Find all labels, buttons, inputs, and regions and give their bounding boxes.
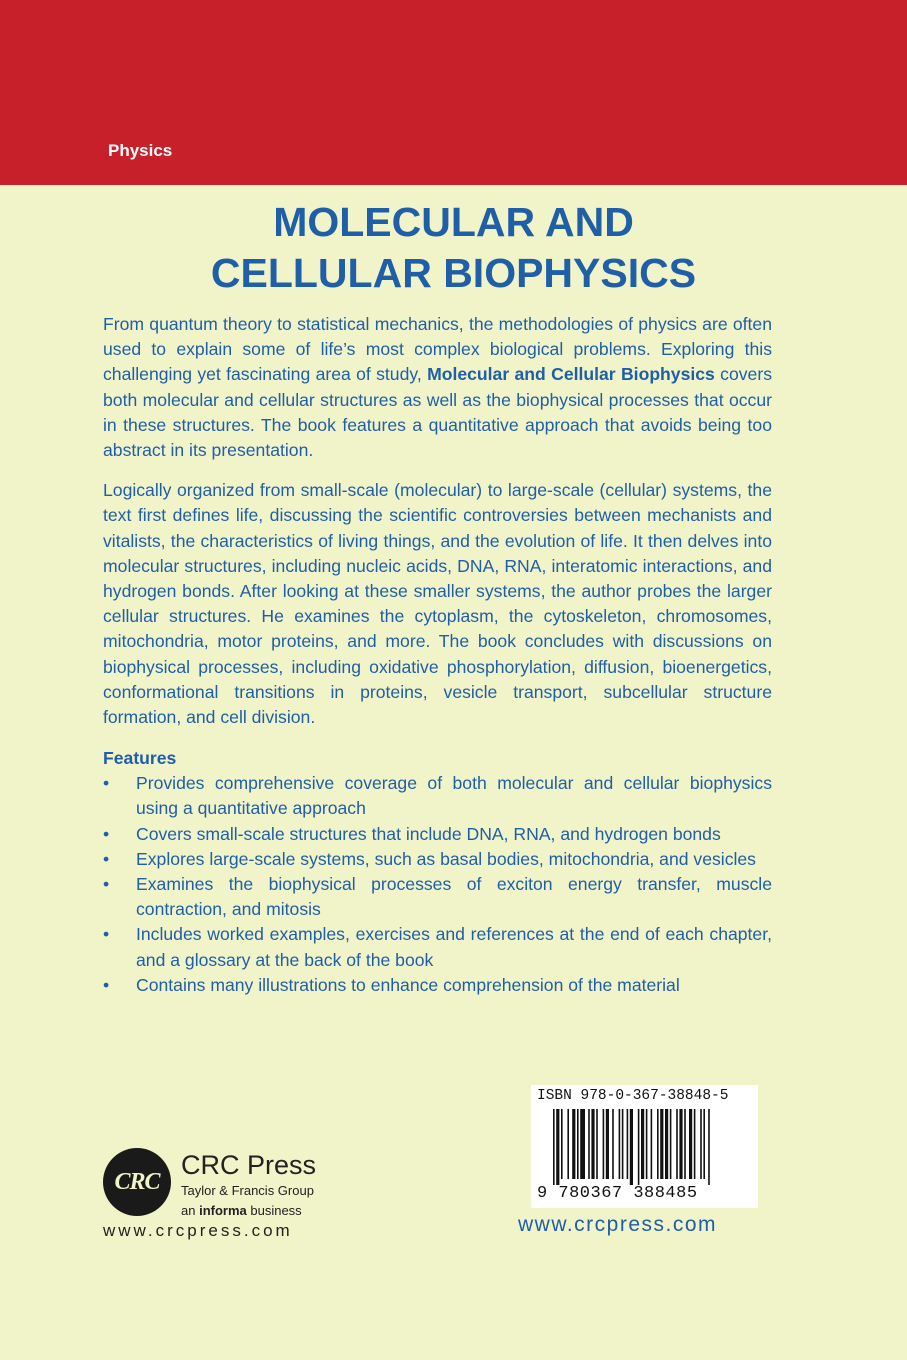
barcode-bar xyxy=(657,1109,659,1179)
publisher-url-right[interactable]: www.crcpress.com xyxy=(518,1213,718,1236)
publisher-url-left[interactable]: www.crcpress.com xyxy=(103,1221,293,1240)
bullet-icon: • xyxy=(103,924,110,945)
barcode-bar xyxy=(572,1109,575,1179)
bullet-icon: • xyxy=(103,823,110,844)
crc-logo-text: CRC xyxy=(114,1168,160,1195)
feature-item xyxy=(103,922,772,972)
barcode-bar xyxy=(627,1109,629,1179)
paragraph-1-book-name: Molecular and Cellular Biophysics xyxy=(427,364,715,385)
feature-text: Covers small-scale structures that include DNA, RNA, and hydrogen bonds xyxy=(136,823,721,844)
book-title xyxy=(0,197,907,299)
feature-text: Provides comprehensive coverage of both molecular and cellular biophysics using a quantitative approach xyxy=(136,773,772,819)
informa-word: informa xyxy=(199,1203,247,1218)
category-label: Physics xyxy=(108,141,173,160)
barcode-bar xyxy=(651,1109,653,1179)
barcode-bar xyxy=(596,1109,598,1179)
barcode-bar xyxy=(694,1109,696,1179)
barcode-bar xyxy=(700,1109,702,1179)
informa-suffix: business xyxy=(246,1203,302,1218)
publisher-name: CRC Press xyxy=(181,1150,317,1180)
barcode-bar xyxy=(577,1109,579,1179)
barcode-bar xyxy=(679,1109,682,1179)
description-paragraph-1 xyxy=(103,312,772,463)
barcode-bar xyxy=(619,1109,621,1179)
barcode-bar xyxy=(588,1109,590,1179)
feature-item xyxy=(103,822,772,847)
feature-text: Examines the biophysical processes of exciton energy transfer, muscle contraction, and mitosis xyxy=(136,874,772,920)
publisher-group: Taylor & Francis Group xyxy=(181,1183,314,1198)
feature-text: Explores large-scale systems, such as basal bodies, mitochondria, and vesicles xyxy=(136,848,756,869)
features-heading: Features xyxy=(103,748,177,769)
bullet-icon: • xyxy=(103,974,110,995)
paragraph-1-text-b: covers both molecular and cellular structures as well as the biophysical processes that occur in these structures. The book features a quantitative approach that avoids being too abstract in its presentation. xyxy=(103,364,772,461)
feature-item xyxy=(103,771,772,821)
bullet-icon: • xyxy=(103,773,110,794)
barcode-bar xyxy=(708,1109,710,1185)
barcode-bar xyxy=(612,1109,614,1179)
feature-item xyxy=(103,973,772,998)
barcode-bar xyxy=(646,1109,648,1179)
barcode-bar xyxy=(641,1109,644,1179)
barcode-bar xyxy=(660,1109,663,1179)
bullet-icon: • xyxy=(103,874,110,895)
barcode-bar xyxy=(638,1109,640,1185)
crc-logo-icon xyxy=(103,1148,171,1216)
publisher-informa-line xyxy=(181,1203,302,1218)
barcode-bars xyxy=(535,1109,753,1185)
bullet-icon: • xyxy=(103,848,110,869)
barcode-bar xyxy=(670,1109,672,1179)
barcode-bar xyxy=(665,1109,668,1179)
description-paragraph-2: Logically organized from small-scale (molecular) to large-scale (cellular) systems, the text first defines life, discussing the scientific controversies between mechanists and vitalists, the characteristics of living things, and the evolution of life. It then delves into molecular structures, including nucleic acids, DNA, RNA, interatomic interactions, and hydrogen bonds. After looking at these smaller systems, the author probes the larger cellular structures. He examines the cytoplasm, the cytoskeleton, chromosomes, mitochondria, motor proteins, and more. The book concludes with discussions on biophysical processes, including oxidative phosphorylation, diffusion, bioenergetics, conformational transitions in proteins, vesicle transport, subcellular structure formation, and cell division. xyxy=(103,480,772,728)
description-body xyxy=(103,312,772,998)
barcode-bar xyxy=(703,1109,705,1179)
barcode-digits: 9 780367 388485 xyxy=(537,1184,698,1203)
features-list xyxy=(103,771,772,998)
book-title-line-2: CELLULAR BIOPHYSICS xyxy=(210,250,697,296)
barcode-bar xyxy=(553,1109,555,1185)
barcode-bar xyxy=(630,1109,633,1185)
barcode-bar xyxy=(606,1109,609,1179)
barcode-bar xyxy=(684,1109,686,1179)
barcode-bar xyxy=(689,1109,692,1179)
book-title-line-1: MOLECULAR AND xyxy=(273,199,634,245)
barcode-bar xyxy=(676,1109,678,1179)
informa-prefix: an xyxy=(181,1203,200,1218)
barcode-bar xyxy=(556,1109,559,1185)
feature-item xyxy=(103,847,772,872)
barcode-bar xyxy=(622,1109,624,1179)
paragraph-1-text-a: From quantum theory to statistical mechanics, the methodologies of physics are often used to explain some of life’s most complex biological problems. Exploring this challenging yet fascinating area of study, xyxy=(103,314,772,385)
feature-text: Contains many illustrations to enhance comprehension of the material xyxy=(136,974,680,995)
feature-item xyxy=(103,872,772,922)
barcode-bar xyxy=(580,1109,585,1179)
barcode-bar xyxy=(591,1109,594,1179)
barcode-bar xyxy=(603,1109,605,1179)
barcode-bar xyxy=(567,1109,569,1179)
isbn-barcode xyxy=(531,1085,758,1208)
isbn-text: ISBN 978-0-367-38848-5 xyxy=(537,1088,729,1104)
feature-text: Includes worked examples, exercises and references at the end of each chapter, and a glossary at the back of the book xyxy=(136,924,772,970)
barcode-bar xyxy=(561,1109,563,1179)
